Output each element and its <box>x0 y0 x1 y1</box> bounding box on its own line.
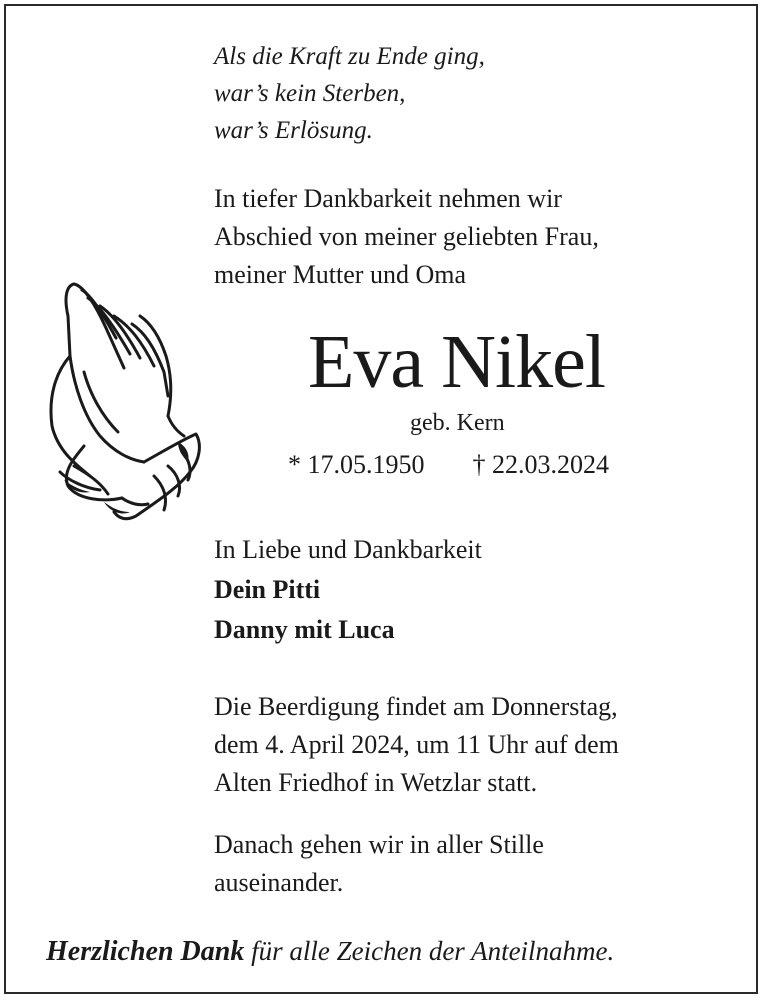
after-line: Danach gehen wir in aller Stille <box>214 830 544 859</box>
intro-line: Abschied von meiner geliebten Frau, <box>214 222 599 251</box>
signature-block <box>214 530 482 650</box>
poem-line: Als die Kraft zu Ende ging, <box>214 43 485 70</box>
signature-line: In Liebe und Dankbarkeit <box>214 535 482 564</box>
thanks-rest: für alle Zeichen der Anteilnahme. <box>251 936 615 966</box>
thanks-line <box>46 936 614 968</box>
funeral-line: Die Beerdigung findet am Donnerstag, <box>214 692 618 721</box>
maiden-name: geb. Kern <box>410 410 505 436</box>
after-line: auseinander. <box>214 868 344 897</box>
intro-line: meiner Mutter und Oma <box>214 260 466 289</box>
poem-line: war’s kein Sterben, <box>214 80 406 107</box>
death-date: † 22.03.2024 <box>472 450 609 479</box>
deceased-name: Eva Nikel <box>308 320 606 404</box>
intro-line: In tiefer Dankbarkeit nehmen wir <box>214 184 562 213</box>
funeral-line: dem 4. April 2024, um 11 Uhr auf dem <box>214 730 619 759</box>
poem-line: war’s Erlösung. <box>214 117 373 144</box>
after-text <box>214 826 734 902</box>
funeral-line: Alten Friedhof in Wetzlar statt. <box>214 768 538 797</box>
praying-hands-icon <box>44 276 204 526</box>
thanks-strong: Herzlichen Dank <box>46 936 245 967</box>
intro-text <box>214 180 734 294</box>
birth-date: * 17.05.1950 <box>288 450 425 479</box>
signature-name: Danny mit Luca <box>214 615 395 644</box>
life-dates <box>288 450 609 480</box>
poem <box>214 38 485 149</box>
funeral-info <box>214 688 734 802</box>
signature-name: Dein Pitti <box>214 575 321 604</box>
